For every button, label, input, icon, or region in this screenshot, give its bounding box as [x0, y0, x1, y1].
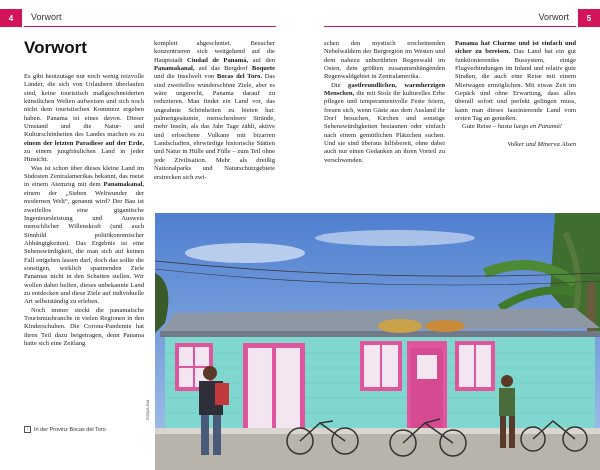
photo-bocas-del-toro	[155, 213, 600, 470]
window-middle	[360, 341, 402, 391]
text-column-4	[455, 40, 576, 149]
paragraph: schen den mystisch erscheinenden Nebelwäldern der Bergregion im Westen und dem nahezu unberührten Regenwald im Osten, dem größten zusammenhängenden Regenwaldgebiet in Zentralamerika.	[324, 40, 445, 81]
text-column-3	[324, 40, 445, 165]
photo-credit: 043pa-ma	[145, 399, 150, 420]
cloud	[315, 230, 475, 246]
door-left	[243, 343, 305, 433]
shop-sign	[378, 319, 422, 333]
right-page-number: 5	[578, 9, 600, 27]
arrow-up-icon: ↑	[24, 426, 31, 433]
left-running-header: Vorwort	[31, 12, 62, 22]
paragraph: Panama hat Charme und ist einfach und sicher zu bereisen. Das Land hat ein gut funktionierendes Bussystem, einige Flugverbindungen im Inland und relativ gute Straßen, die auch eine Reise mit einem Mietwagen ermöglichen. Mit etwas Zeit im Gepäck und ohne Erwartung, dass alles überall sofort und perfekt gelingen muss, kann man dieses faszinierende Land vom ersten Tag an genießen.	[455, 40, 576, 123]
left-page-number: 4	[0, 9, 22, 27]
paragraph: Es gibt heutzutage nur noch wenig reizvolle Länder, die sich von Urlaubern überlaufen sind, keine touristisch maßgeschneiderten künstlichen Welten aufweisen und sich noch nicht dem touristischen Kommerz ergeben haben. Panama ist eines davon. Dieser Umstand und die Natur- und Kulturschönheiten des Landes machen es zu einem der letzten Paradiese auf der Erde, zu einem jungfräulichen Land in jeder Hinsicht.	[24, 73, 144, 164]
paragraph: Was ist schon über dieses kleine Land im Südosten Zentralamerikas bekannt, das meist in einem Atemzug mit dem Panamakanal, einem der „Sieben Weltwunder der modernen Welt“, genannt wird? Der Bau ist zweifellos eine gigantische Ingenieursleistung und Ausweis menschlicher Willenskraft (und auch Sinnbild politökonomischer Abhängigkeiten). Das Ergebnis ist eine Sehenswürdigkeit, die man sich auf keinen Fall entgehen lassen darf, doch das sollte die sonstigen, wirklich spannenden Ziele Panamas nicht in den Schatten stellen. Wir wollen dabei helfen, dieses unbekannte Land zu entdecken und diese Ziele auf individuelle Art selbstständig zu erleben.	[24, 164, 144, 306]
paragraph: Gute Reise – hasta luego en Panamá!	[462, 123, 562, 131]
sidewalk	[155, 428, 600, 434]
door-center	[407, 341, 447, 433]
left-header-rule	[24, 26, 276, 27]
window-right	[455, 341, 495, 391]
photo-illustration	[155, 213, 600, 470]
paragraph: Die gastfreundlichen, warmherzigen Menschen, die mit Stolz ihr kulturelles Erbe pflegen und temperamentvolle Feste feiern, freuen sich, wenn Gäste aus dem Ausland ihr Dorf besuchen, Kirchen und sonstige Sehenswürdigkeiten bestaunen oder einfach nach einem gemütlichen Plätzchen suchen. Und sie sind überaus hilfsbereit, ohne dabei auch nur einen Gedanken an ihren Vorteil zu verschwenden.	[324, 81, 445, 164]
text-column-2	[154, 40, 275, 182]
right-running-header: Vorwort	[538, 12, 569, 22]
cloud	[185, 243, 305, 263]
shop-sign	[425, 320, 465, 332]
roof-edge	[160, 331, 600, 337]
chapter-title: Vorwort	[24, 38, 87, 57]
paragraph: Noch immer steckt die panamaische Tourismusbranche in vielen Regionen in den Kinderschuhen. Die Corona-Pandemie hat ihren Teil dazu beigetragen, denn Panama hatte sich eine Zeitlang	[24, 306, 144, 347]
photo-caption	[24, 426, 106, 433]
paragraph: komplett abgeschottet. Besucher konzentrieren sich weitgehend auf die Hauptstadt Ciudad de Panamá, auf den Panamakanal, auf das Bergdorf Boquete und die Inselwelt von Bocas del Toro. Das sind zweifellos wunderschöne Ziele, aber es wäre ungerecht, Panama darauf zu reduzieren. Man findet ein Land vor, das ungeahnte Schönheiten zu bieten hat: palmengesäumte, menschenleere Strände, mehr Inseln, als das Jahr Tage zählt, aktive und erloschene Vulkane mit bizarren Landschaften, ehrwürdige historische Stätten und Natur in Hülle und Fülle – zum Teil ohne jede Zivilisation. Mehr als dreißig Nationalparks und Naturschutzgebiete erstrecken sich zwi-	[154, 40, 275, 181]
caption-text: In der Provinz Bocas del Toro	[34, 426, 106, 433]
text-column-1	[24, 73, 144, 348]
author-signature: Volker und Minerva Alsen	[507, 140, 576, 148]
right-header-rule	[324, 26, 576, 27]
